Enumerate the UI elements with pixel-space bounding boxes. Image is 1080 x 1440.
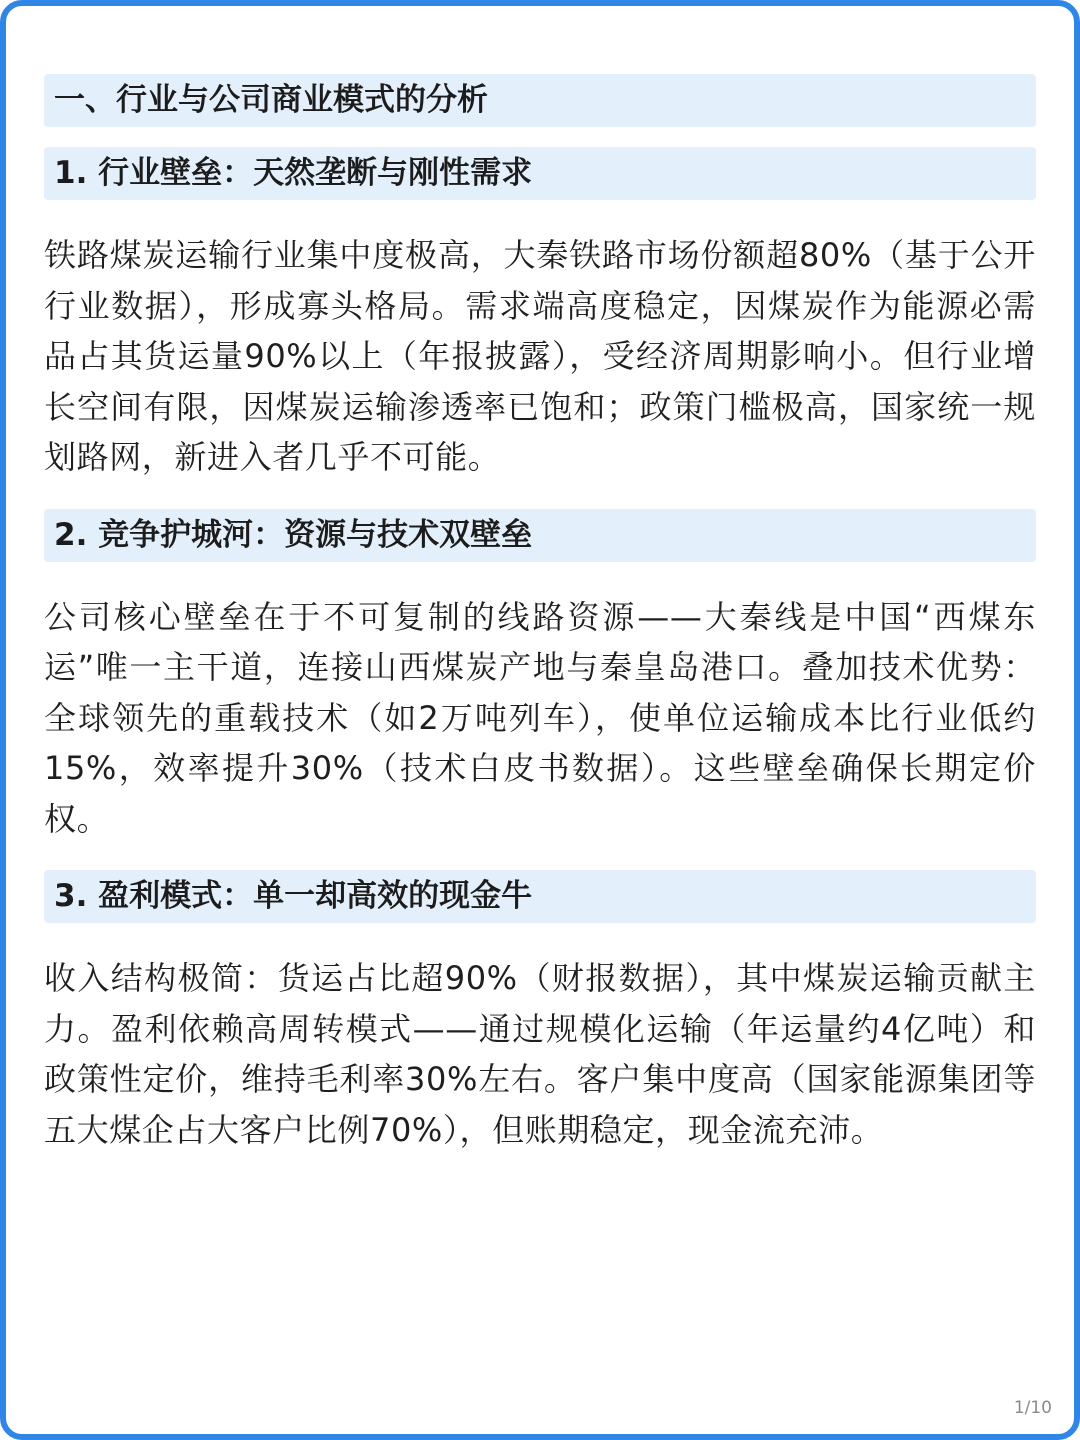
section-paragraph: 收入结构极简：货运占比超90%（财报数据），其中煤炭运输贡献主力。盈利依赖高周转模式——通过规模化运输（年运量约4亿吨）和政策性定价，维持毛利率30%左右。客户集中度高（国家能源集团等五大煤企占大客户比例70%），但账期稳定，现金流充沛。 [44,959,1036,1149]
section-paragraph: 铁路煤炭运输行业集中度极高，大秦铁路市场份额超80%（基于公开行业数据），形成寡头格局。需求端高度稳定，因煤炭作为能源必需品占其货运量90%以上（年报披露），受经济周期影响小。但行业增长空间有限，因煤炭运输渗透率已饱和；政策门槛极高，国家统一规划路网，新进入者几乎不可能。 [44,236,1036,476]
section-heading: 2. 竞争护城河：资源与技术双壁垒 [44,509,1036,562]
section-heading: 3. 盈利模式：单一却高效的现金牛 [44,870,1036,923]
article-content [44,74,1036,1181]
section-heading: 1. 行业壁垒：天然垄断与刚性需求 [44,147,1036,200]
section-competitive-moat [44,509,1036,845]
page-indicator: 1/10 [1013,1398,1052,1418]
section-industry-barrier [44,147,1036,483]
main-heading: 一、行业与公司商业模式的分析 [44,74,1036,127]
section-profit-model [44,870,1036,1155]
section-paragraph: 公司核心壁垒在于不可复制的线路资源——大秦线是中国“西煤东运”唯一主干道，连接山西煤炭产地与秦皇岛港口。叠加技术优势：全球领先的重载技术（如2万吨列车），使单位运输成本比行业低约15%，效率提升30%（技术白皮书数据）。这些壁垒确保长期定价权。 [44,597,1036,838]
